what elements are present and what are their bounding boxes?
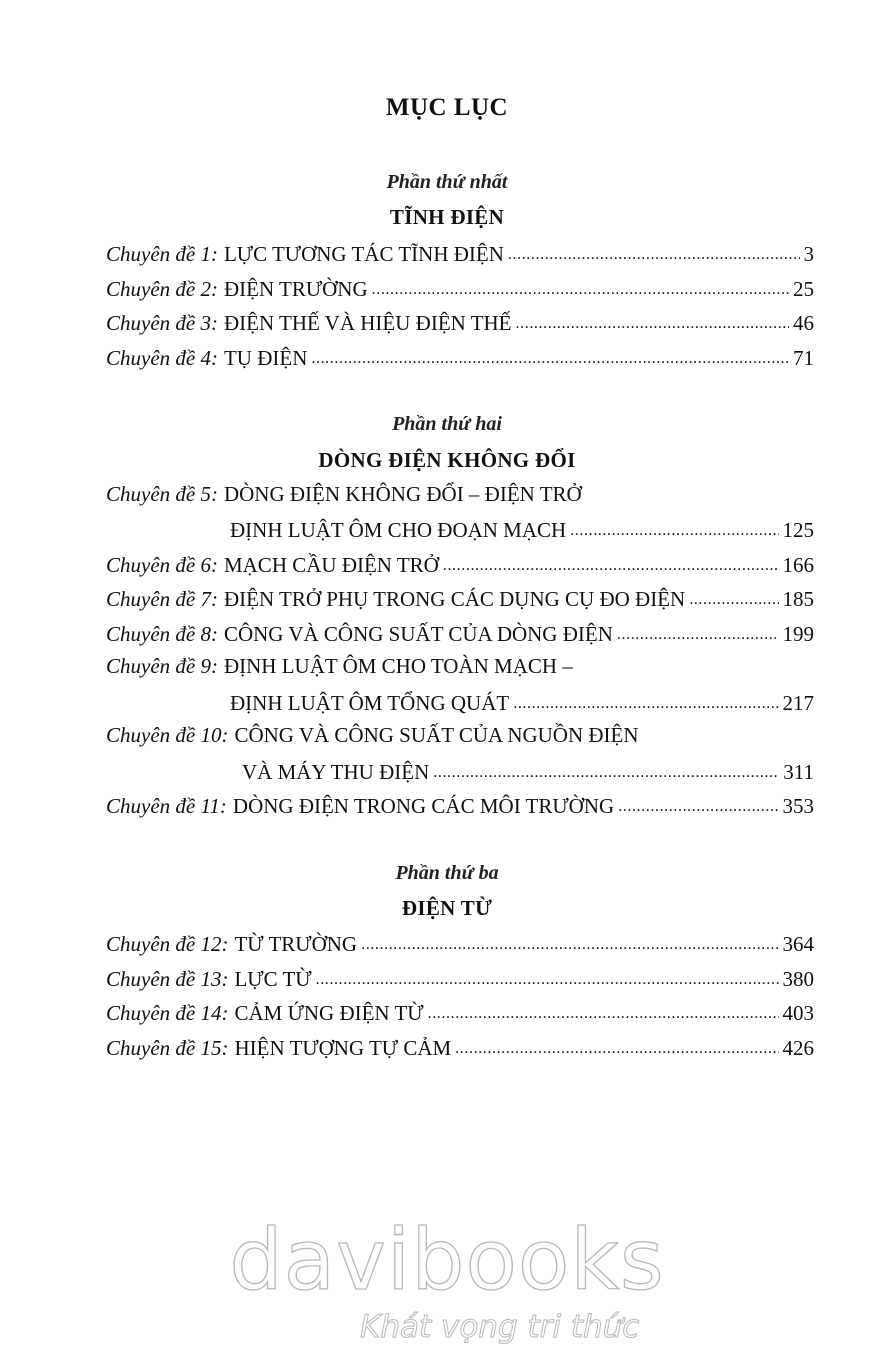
watermark (0, 1211, 894, 1345)
dot-leader (311, 344, 789, 365)
entry-page-number: 166 (782, 553, 814, 577)
entry-title-continued: ĐỊNH LUẬT ÔM TỔNG QUÁT (230, 691, 510, 715)
toc-entry-9[interactable] (106, 654, 814, 684)
entry-title-continued: ĐỊNH LUẬT ÔM CHO ĐOẠN MẠCH (230, 518, 567, 542)
entry-page-number: 380 (782, 967, 814, 991)
entry-prefix: Chuyên đề 7: (106, 587, 218, 611)
toc-entry-14[interactable] (106, 999, 814, 1029)
entry-title: LỰC TỪ (234, 967, 312, 991)
entry-title: ĐIỆN THẾ VÀ HIỆU ĐIỆN THẾ (223, 311, 512, 335)
toc-entry-13[interactable] (106, 965, 814, 995)
toc-entry-10-continued[interactable] (242, 758, 814, 788)
toc-entry-5[interactable] (106, 482, 814, 512)
entry-page-number: 199 (782, 622, 814, 646)
dot-leader (372, 275, 789, 296)
entry-prefix: Chuyên đề 4: (106, 346, 218, 370)
entry-title: DÒNG ĐIỆN TRONG CÁC MÔI TRƯỜNG (232, 794, 615, 818)
entry-prefix: Chuyên đề 3: (106, 311, 218, 335)
watermark-slogan: Khát vọng tri thức (360, 1309, 640, 1345)
dot-leader (617, 620, 779, 641)
entry-prefix: Chuyên đề 15: (106, 1036, 229, 1060)
part-2-label: Phần thứ hai (392, 413, 502, 435)
toc-entry-10[interactable] (106, 723, 814, 753)
entry-prefix: Chuyên đề 10: (106, 723, 229, 747)
entry-title: LỰC TƯƠNG TÁC TĨNH ĐIỆN (223, 242, 504, 266)
entry-prefix: Chuyên đề 6: (106, 553, 218, 577)
toc-entry-7[interactable] (106, 585, 814, 615)
part-3-label: Phần thứ ba (395, 862, 499, 884)
dot-leader (508, 240, 800, 261)
entry-prefix: Chuyên đề 13: (106, 967, 229, 991)
watermark-brand: davibooks (229, 1211, 665, 1309)
toc-entry-5-continued[interactable] (230, 516, 814, 546)
entry-title: CẢM ỨNG ĐIỆN TỪ (234, 1001, 424, 1025)
entry-page-number: 46 (793, 311, 814, 335)
dot-leader (433, 758, 779, 779)
entry-prefix: Chuyên đề 9: (106, 654, 218, 678)
entry-title: DÒNG ĐIỆN KHÔNG ĐỔI – ĐIỆN TRỞ (223, 482, 582, 506)
part-1-title: TĨNH ĐIỆN (389, 205, 505, 229)
entry-title: MẠCH CẦU ĐIỆN TRỞ (223, 553, 439, 577)
entry-title: TỪ TRƯỜNG (234, 932, 358, 956)
entry-title: HIỆN TƯỢNG TỰ CẢM (234, 1036, 452, 1060)
dot-leader (455, 1034, 778, 1055)
toc-entry-3[interactable] (106, 309, 814, 339)
entry-prefix: Chuyên đề 5: (106, 482, 218, 506)
dot-leader (316, 965, 779, 986)
entry-page-number: 353 (782, 794, 814, 818)
toc-entry-15[interactable] (106, 1034, 814, 1064)
entry-page-number: 3 (803, 242, 814, 266)
dot-leader (689, 585, 778, 606)
page-title: MỤC LỤC (385, 94, 509, 121)
toc-entry-1[interactable] (106, 240, 814, 270)
entry-title: CÔNG VÀ CÔNG SUẤT CỦA DÒNG ĐIỆN (223, 622, 613, 646)
entry-page-number: 71 (793, 346, 814, 370)
dot-leader (428, 999, 779, 1020)
entry-page-number: 364 (782, 932, 814, 956)
toc-entry-6[interactable] (106, 551, 814, 581)
toc-entry-11[interactable] (106, 792, 814, 822)
entry-title: CÔNG VÀ CÔNG SUẤT CỦA NGUỒN ĐIỆN (234, 723, 639, 747)
toc-entry-2[interactable] (106, 275, 814, 305)
dot-leader (443, 551, 779, 572)
dot-leader (570, 516, 778, 537)
part-2-title: DÒNG ĐIỆN KHÔNG ĐỔI (318, 448, 576, 472)
entry-prefix: Chuyên đề 2: (106, 277, 218, 301)
toc-entry-4[interactable] (106, 344, 814, 374)
part-3-title: ĐIỆN TỪ (401, 896, 493, 920)
toc-entry-8[interactable] (106, 620, 814, 650)
entry-prefix: Chuyên đề 14: (106, 1001, 229, 1025)
dot-leader (516, 309, 789, 330)
toc-entry-9-continued[interactable] (230, 689, 814, 719)
entry-prefix: Chuyên đề 8: (106, 622, 218, 646)
entry-page-number: 426 (782, 1036, 814, 1060)
entry-title: ĐIỆN TRƯỜNG (223, 277, 368, 301)
dot-leader (361, 930, 778, 951)
entry-title: TỤ ĐIỆN (223, 346, 308, 370)
entry-page-number: 25 (793, 277, 814, 301)
entry-page-number: 185 (782, 587, 814, 611)
entry-title: ĐIỆN TRỞ PHỤ TRONG CÁC DỤNG CỤ ĐO ĐIỆN (223, 587, 686, 611)
entry-title: ĐỊNH LUẬT ÔM CHO TOÀN MẠCH – (223, 654, 573, 678)
entry-prefix: Chuyên đề 1: (106, 242, 218, 266)
entry-page-number: 217 (782, 691, 814, 715)
part-1-label: Phần thứ nhất (386, 171, 508, 193)
entry-page-number: 403 (782, 1001, 814, 1025)
toc-entry-12[interactable] (106, 930, 814, 960)
entry-page-number: 311 (783, 760, 814, 784)
entry-page-number: 125 (782, 518, 814, 542)
dot-leader (618, 792, 778, 813)
entry-prefix: Chuyên đề 11: (106, 794, 227, 818)
entry-prefix: Chuyên đề 12: (106, 932, 229, 956)
entry-title-continued: VÀ MÁY THU ĐIỆN (242, 760, 430, 784)
dot-leader (513, 689, 778, 710)
